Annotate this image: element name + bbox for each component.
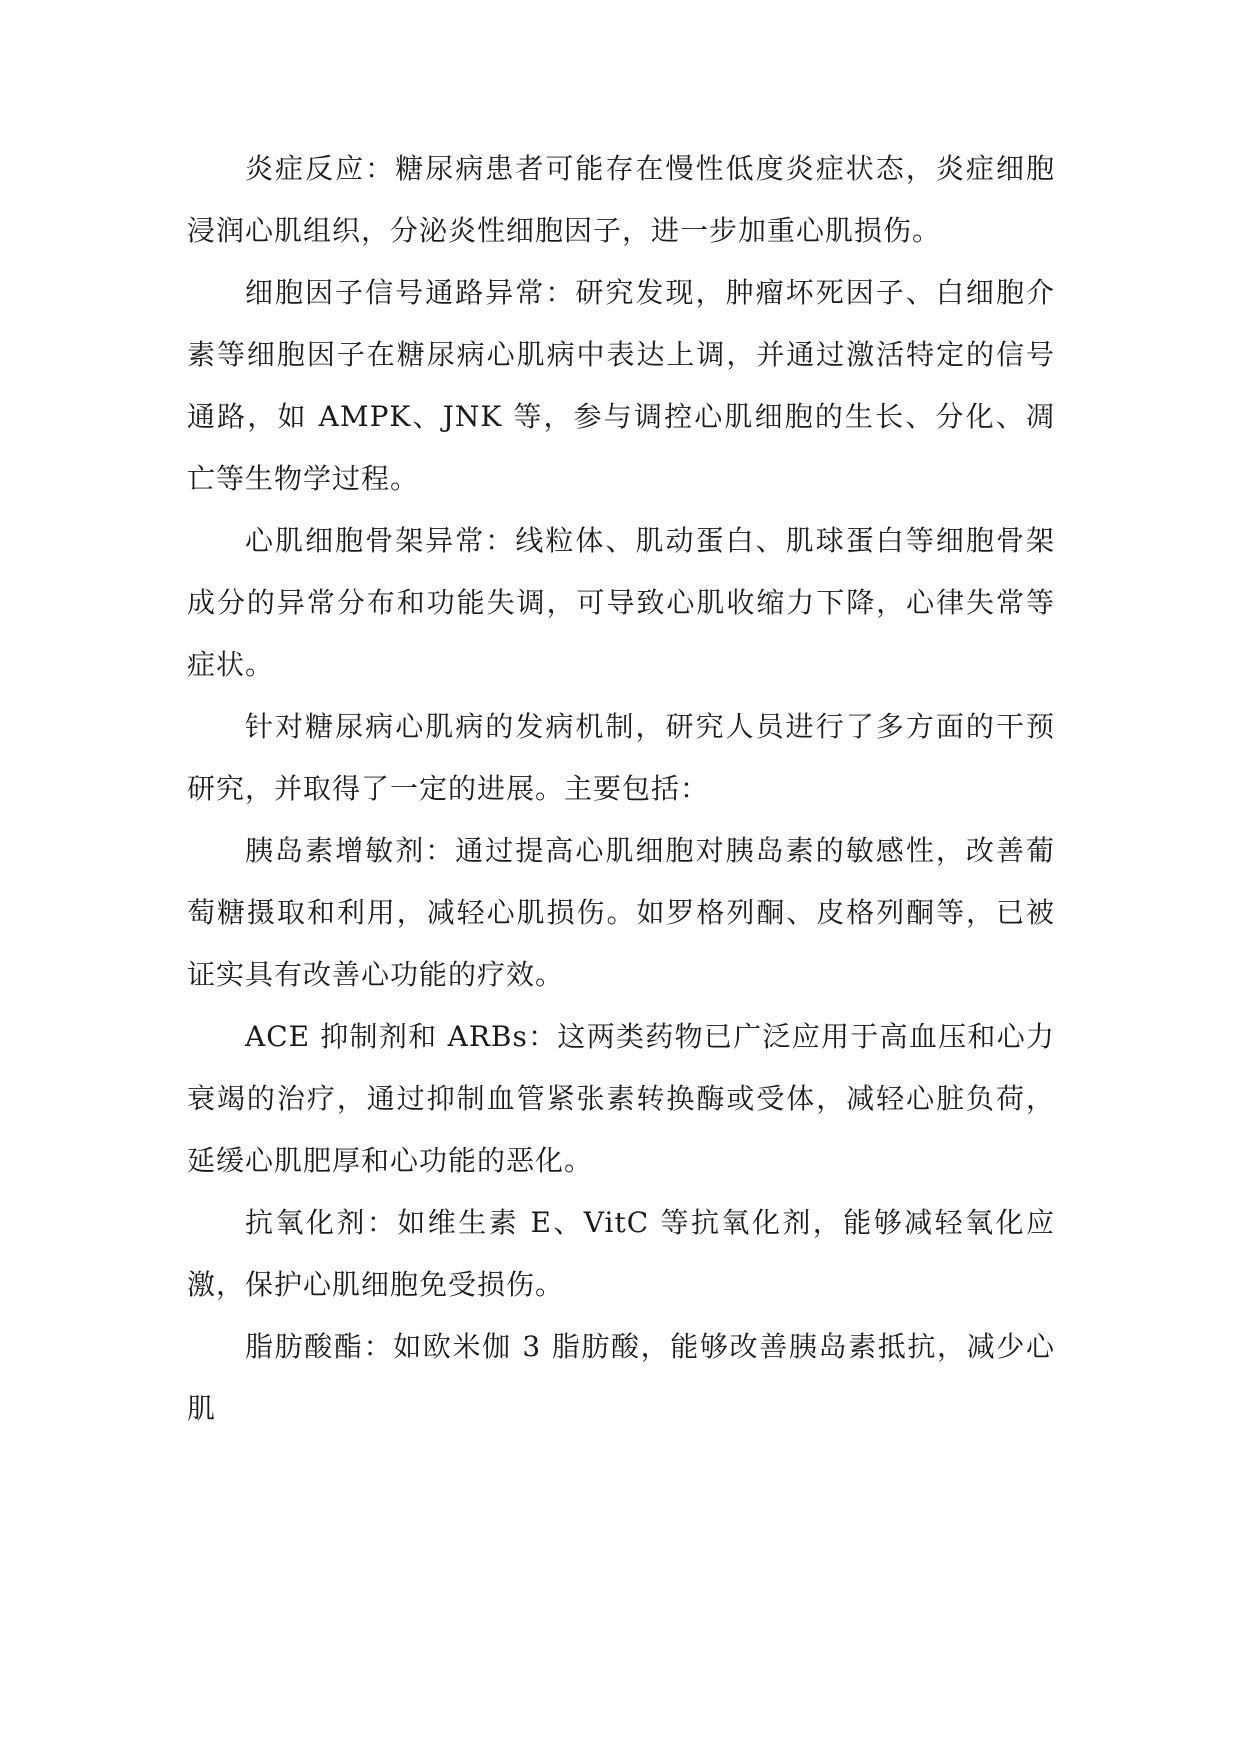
paragraph-inflammation: 炎症反应：糖尿病患者可能存在慢性低度炎症状态，炎症细胞浸润心肌组织，分泌炎性细胞因子，进一步加重心肌损伤。 (187, 152, 1055, 247)
paragraph-cytokine-signaling: 细胞因子信号通路异常：研究发现，肿瘤坏死因子、白细胞介素等细胞因子在糖尿病心肌病中表达上调，并通过激活特定的信号通路，如 AMPK、JNK 等，参与调控心肌细胞的生长、分化、凋亡等生物学过程。 (187, 276, 1055, 495)
document-body (187, 138, 1055, 1440)
paragraph-insulin-sensitizers: 胰岛素增敏剂：通过提高心肌细胞对胰岛素的敏感性，改善葡萄糖摄取和利用，减轻心肌损伤。如罗格列酮、皮格列酮等，已被证实具有改善心功能的疗效。 (187, 834, 1055, 991)
paragraph-antioxidants: 抗氧化剂：如维生素 E、VitC 等抗氧化剂，能够减轻氧化应激，保护心肌细胞免受损伤。 (187, 1206, 1055, 1301)
paragraph-cytoskeleton: 心肌细胞骨架异常：线粒体、肌动蛋白、肌球蛋白等细胞骨架成分的异常分布和功能失调，可导致心肌收缩力下降，心律失常等症状。 (187, 524, 1055, 681)
paragraph-ace-arbs: ACE 抑制剂和 ARBs：这两类药物已广泛应用于高血压和心力衰竭的治疗，通过抑制血管紧张素转换酶或受体，减轻心脏负荷，延缓心肌肥厚和心功能的恶化。 (187, 1020, 1055, 1177)
paragraph-fatty-acid-esters: 脂肪酸酯：如欧米伽 3 脂肪酸，能够改善胰岛素抵抗，减少心肌 (187, 1330, 1055, 1425)
paragraph-intervention-intro: 针对糖尿病心肌病的发病机制，研究人员进行了多方面的干预研究，并取得了一定的进展。主要包括： (187, 710, 1055, 805)
